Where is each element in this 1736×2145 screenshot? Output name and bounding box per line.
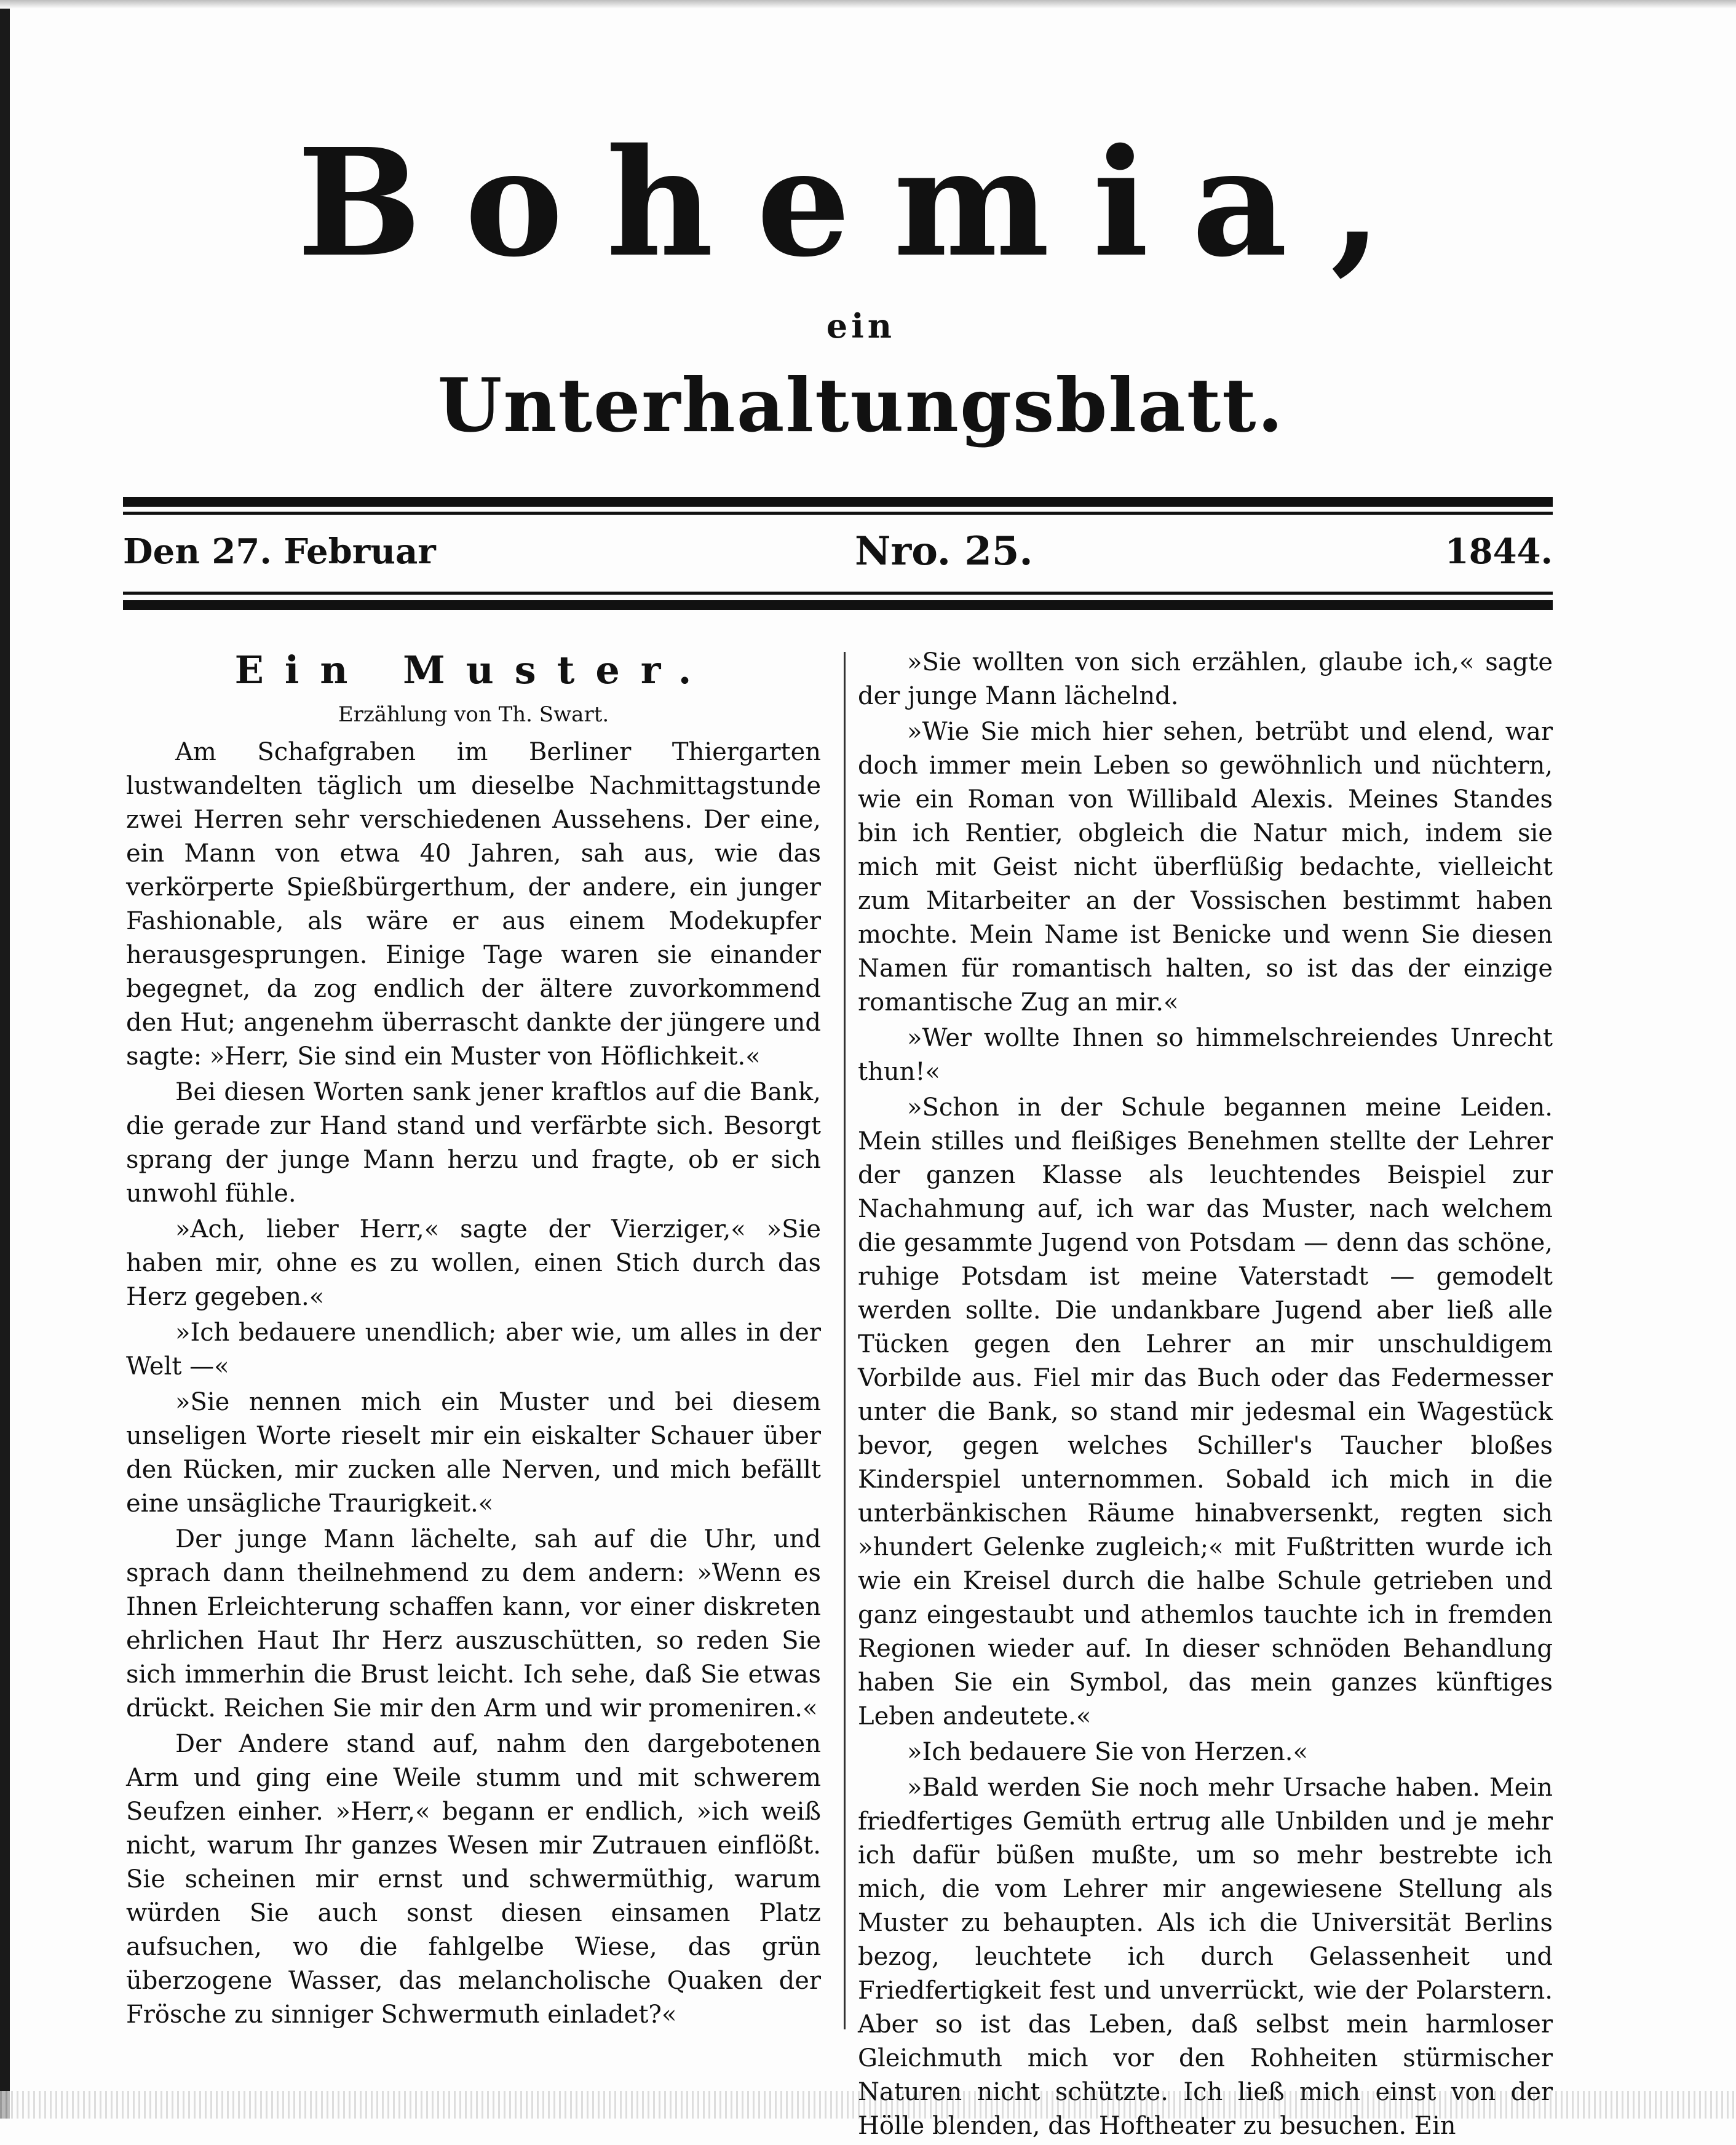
issue-number: Nro. 25. [855, 528, 1033, 574]
paragraph: »Ach, lieber Herr,« sagte der Vierziger,« »Sie haben mir, ohne es zu wollen, einen Stich durch das Herz gegeben.« [126, 1215, 821, 1311]
header-rule-bottom-thick [123, 600, 1553, 610]
paragraph: Der Andere stand auf, nahm den dargebotenen Arm und ging eine Weile stumm und mit schwerem Seufzen einher. »Herr,« begann er endlich, »ich weiß nicht, warum Ihr ganzes Wesen mir Zutrauen einflößt. Sie scheinen mir ernst und schwermüthig, warum würden Sie auch sonst diesen einsamen Platz aufsuchen, wo die fahlgelbe Wiese, das grün überzogene Wasser, das melancholische Quaken der Frösche zu sinniger Schwermuth einladet?« [126, 1730, 821, 2029]
page-binding-edge [0, 0, 10, 2119]
paragraph: »Sie nennen mich ein Muster und bei diesem unseligen Worte rieselt mir ein eiskalter Schauer über den Rücken, mir zucken alle Nerven, und mich befällt eine unsägliche Traurigkeit.« [126, 1388, 821, 1518]
masthead-title: Bohemia, [296, 116, 1425, 290]
paragraph: »Wer wollte Ihnen so himmelschreiendes Unrecht thun!« [858, 1024, 1553, 1086]
article-column-right [858, 646, 1553, 2145]
dateline [123, 524, 1553, 579]
header-rule-top-thick [123, 497, 1553, 507]
header-rule-top-thin [123, 512, 1553, 515]
paragraph: Bei diesen Worten sank jener kraftlos auf die Bank, die gerade zur Hand stand und verfärbte sich. Besorgt sprang der junge Mann herzu und fragte, ob er sich unwohl fühle. [126, 1078, 821, 1208]
page-top-edge [0, 0, 1736, 9]
header-rule-bottom-thin [123, 592, 1553, 595]
paragraph: Am Schafgraben im Berliner Thiergarten lustwandelten täglich um dieselbe Nachmittagstunde zwei Herren sehr verschiedenen Aussehens. Der eine, ein Mann von etwa 40 Jahren, sah aus, wie das verkörperte Spießbürgerthum, der andere, ein junger Fashionable, als wäre er aus einem Modekupfer herausgesprungen. Einige Tage waren sie einander begegnet, da zog endlich der ältere zuvorkommend den Hut; angenehm überrascht dankte der jüngere und sagte: »Herr, Sie sind ein Muster von Höflichkeit.« [126, 738, 821, 1071]
paragraph: Der junge Mann lächelte, sah auf die Uhr, und sprach dann theilnehmend zu dem andern: »Wenn es Ihnen Erleichterung schaffen kann, vor einer diskreten ehrlichen Haut Ihr Herz auszuschütten, so reden Sie sich immerhin die Brust leicht. Ich sehe, daß Sie etwas drückt. Reichen Sie mir den Arm und wir promeniren.« [126, 1525, 821, 1723]
article-byline: Erzählung von Th. Swart. [338, 702, 609, 727]
paragraph: »Wie Sie mich hier sehen, betrübt und elend, war doch immer mein Leben so gewöhnlich und nüchtern, wie ein Roman von Willibald Alexis. Meines Standes bin ich Rentier, obgleich die Natur mich, indem sie mich mit Geist nicht überflüßig bedachte, vielleicht zum Mitarbeiter an der Vossischen bestimmt haben mochte. Mein Name ist Benicke und wenn Sie diesen Namen für romantisch halten, so ist das der einzige romantische Zug an mir.« [858, 718, 1553, 1017]
paragraph: »Bald werden Sie noch mehr Ursache haben. Mein friedfertiges Gemüth ertrug alle Unbilden und je mehr ich dafür büßen mußte, um so mehr bestrebte ich mich, die vom Lehrer mir angewiesene Stellung als Muster zu behaupten. Als ich die Universität Berlins bezog, leuchtete ich durch Gelassenheit und Friedfertigkeit fest und unverrückt, wie der Polarstern. Aber so ist das Leben, daß selbst mein harmloser Gleichmuth mich vor den Rohheiten stürmischer Naturen nicht schützte. Ich ließ mich einst von der Hölle blenden, das Hoftheater zu besuchen. Ein [858, 1774, 1553, 2140]
issue-date: Den 27. Februar [123, 531, 436, 572]
column-divider [844, 652, 846, 2029]
masthead-subtitle-small: ein [826, 306, 896, 346]
masthead-subtitle-large: Unterhaltungsblatt. [437, 362, 1285, 449]
paragraph: »Ich bedauere unendlich; aber wie, um alles in der Welt —« [126, 1318, 821, 1381]
paragraph: »Ich bedauere Sie von Herzen.« [907, 1738, 1308, 1766]
article-title: Ein Muster. [234, 648, 713, 692]
article-column-left [126, 646, 821, 2034]
paragraph: »Sie wollten von sich erzählen, glaube ich,« sagte der junge Mann lächelnd. [858, 648, 1553, 710]
issue-year: 1844. [1445, 531, 1553, 572]
paragraph: »Schon in der Schule begannen meine Leiden. Mein stilles und fleißiges Benehmen stellte der Lehrer der ganzen Klasse als leuchtendes Beispiel zur Nachahmung auf, ich war das Muster, nach welchem die gesammte Jugend von Potsdam — denn das schöne, ruhige Potsdam ist meine Vaterstadt — gemodelt werden sollte. Die undankbare Jugend aber ließ alle Tücken gegen den Lehrer an mir unschuldigem Vorbilde aus. Fiel mir das Buch oder das Federmesser unter die Bank, so stand mir jedesmal ein Wagestück bevor, gegen welches Schiller's Taucher bloßes Kinderspiel unternommen. Sobald ich mich in die unterbänkischen Räume hinabversenkt, regten sich »hundert Gelenke zugleich;« mit Fußtritten wurde ich wie ein Kreisel durch die halbe Schule getrieben und ganz eingestaubt und athemlos tauchte ich in fremden Regionen wieder auf. In dieser schnöden Behandlung haben Sie ein Symbol, das mein ganzes künftiges Leben andeutete.« [858, 1093, 1553, 1731]
